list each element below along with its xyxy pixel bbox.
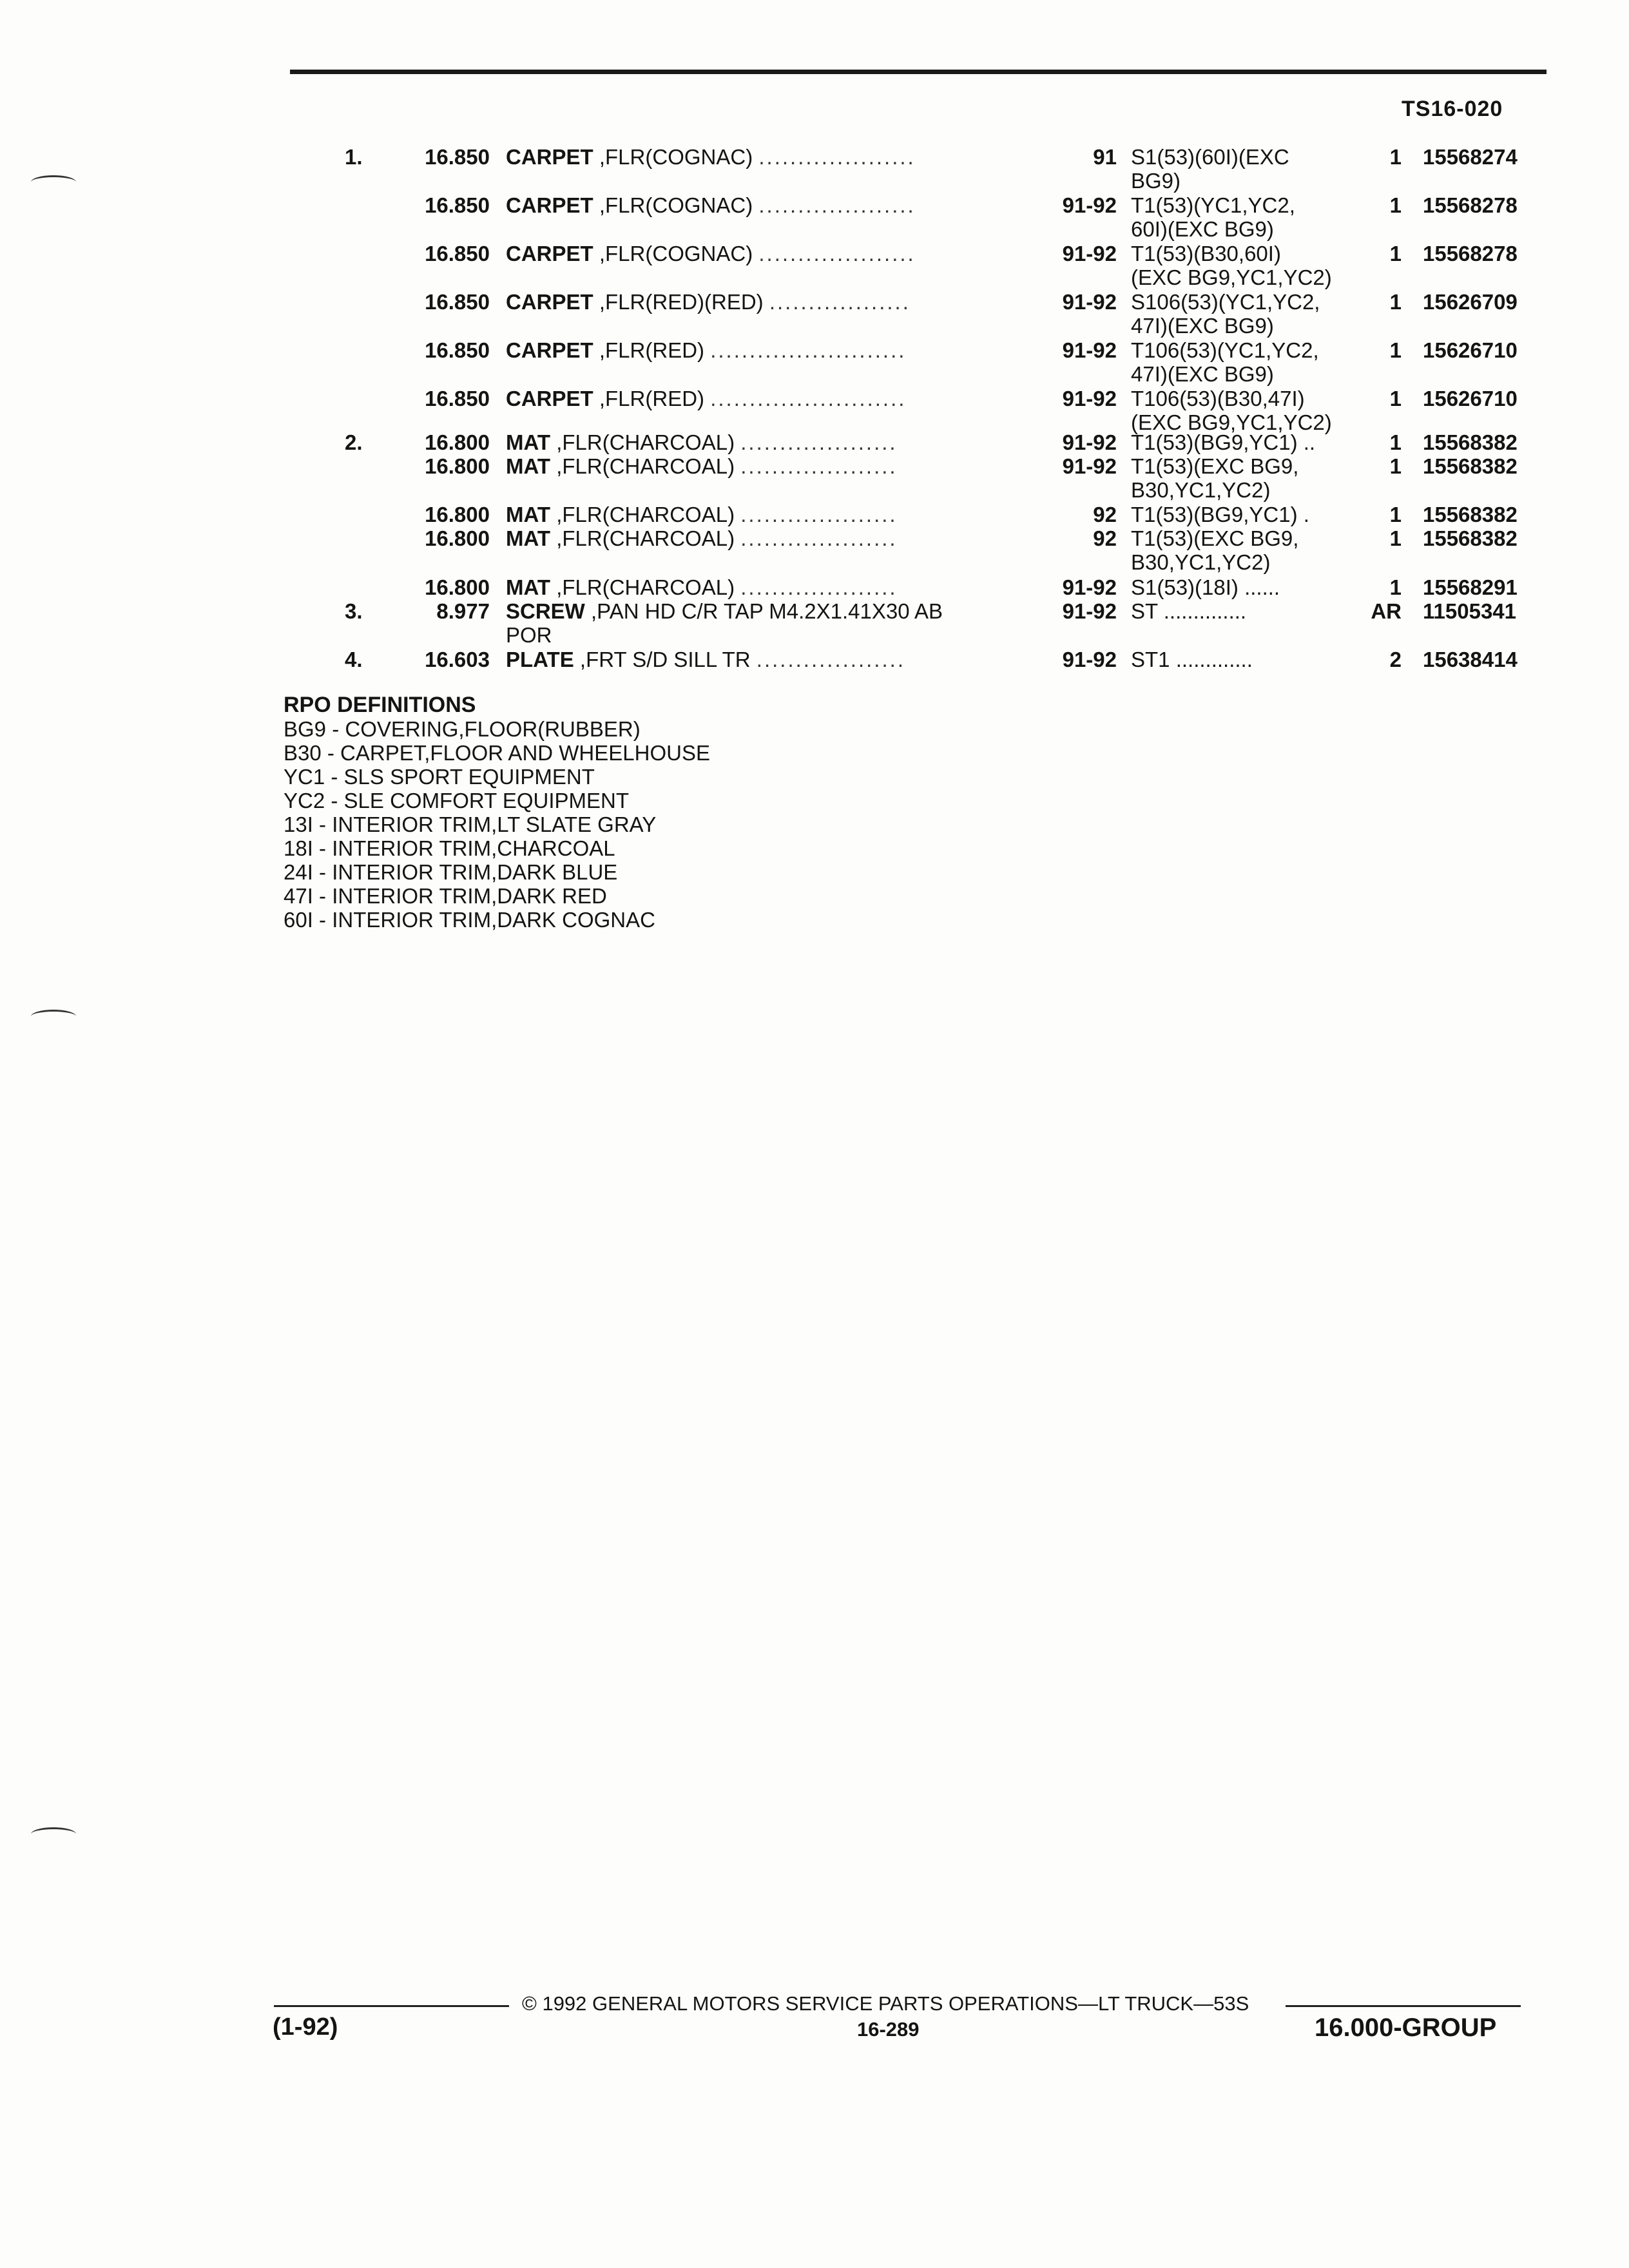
parts-row bbox=[0, 193, 1629, 245]
part-number: 11505341 bbox=[1423, 599, 1517, 623]
part-keyword: SCREW bbox=[506, 599, 585, 623]
usage-code: T1(53)(EXC BG9, B30,YC1,YC2) bbox=[1131, 454, 1299, 502]
part-detail: ,FLR(CHARCOAL) bbox=[550, 454, 735, 478]
part-description bbox=[506, 503, 1028, 526]
reference-number: 16.850 bbox=[425, 290, 490, 314]
parts-row bbox=[0, 338, 1629, 390]
rpo-definition: YC1 - SLS SPORT EQUIPMENT bbox=[284, 765, 595, 789]
part-detail: ,FLR(COGNAC) bbox=[593, 193, 753, 217]
footer-group: 16.000-GROUP bbox=[1315, 2013, 1497, 2042]
part-number: 15568382 bbox=[1423, 430, 1518, 454]
item-number: 3. bbox=[345, 599, 363, 623]
part-description bbox=[506, 575, 1028, 599]
rpo-definition: 13I - INTERIOR TRIM,LT SLATE GRAY bbox=[284, 812, 657, 836]
part-description bbox=[506, 430, 1028, 454]
part-description bbox=[506, 648, 1028, 671]
part-number: 15568278 bbox=[1423, 193, 1518, 217]
part-keyword: CARPET bbox=[506, 242, 593, 265]
quantity: 1 bbox=[1389, 242, 1402, 265]
footer-copyright: © 1992 GENERAL MOTORS SERVICE PARTS OPERATIONS—LT TRUCK—53S bbox=[522, 1992, 1249, 2015]
part-description bbox=[506, 338, 1028, 362]
part-description bbox=[506, 387, 1028, 410]
model-years: 91 bbox=[1093, 145, 1117, 169]
rpo-definition: YC2 - SLE COMFORT EQUIPMENT bbox=[284, 789, 630, 812]
leader-dots: .................. bbox=[769, 290, 911, 314]
footer-page-number: 16-289 bbox=[857, 2018, 920, 2041]
part-number: 15626709 bbox=[1423, 290, 1518, 314]
part-detail: ,FLR(CHARCOAL) bbox=[550, 526, 735, 550]
reference-number: 16.800 bbox=[425, 454, 490, 478]
part-description bbox=[506, 599, 1028, 647]
reference-number: 16.850 bbox=[425, 193, 490, 217]
part-description bbox=[506, 242, 1028, 265]
quantity: 1 bbox=[1389, 430, 1402, 454]
reference-number: 16.850 bbox=[425, 145, 490, 169]
part-detail: ,FLR(CHARCOAL) bbox=[550, 430, 735, 454]
leader-dots: .................... bbox=[740, 575, 898, 599]
model-years: 91-92 bbox=[1062, 430, 1117, 454]
model-years: 92 bbox=[1093, 503, 1117, 526]
reference-number: 16.800 bbox=[425, 503, 490, 526]
part-detail: ,FLR(COGNAC) bbox=[593, 242, 753, 265]
parts-row bbox=[0, 648, 1629, 699]
part-detail: ,FRT S/D SILL TR bbox=[574, 648, 751, 671]
part-keyword: MAT bbox=[506, 503, 551, 526]
parts-row bbox=[0, 454, 1629, 506]
part-keyword: CARPET bbox=[506, 338, 593, 362]
leader-dots: .................... bbox=[740, 430, 898, 454]
usage-code: S106(53)(YC1,YC2, 47I)(EXC BG9) bbox=[1131, 290, 1320, 338]
usage-code: T1(53)(B30,60I) (EXC BG9,YC1,YC2) bbox=[1131, 242, 1332, 289]
model-years: 92 bbox=[1093, 526, 1117, 550]
model-years: 91-92 bbox=[1062, 193, 1117, 217]
parts-row bbox=[0, 526, 1629, 578]
reference-number: 16.850 bbox=[425, 242, 490, 265]
part-number: 15568291 bbox=[1423, 575, 1518, 599]
leader-dots: .................... bbox=[740, 454, 898, 478]
model-years: 91-92 bbox=[1062, 290, 1117, 314]
usage-code: T1(53)(BG9,YC1) .. bbox=[1131, 430, 1316, 454]
model-years: 91-92 bbox=[1062, 575, 1117, 599]
model-years: 91-92 bbox=[1062, 242, 1117, 265]
leader-dots: ................... bbox=[756, 648, 905, 671]
usage-code: S1(53)(18I) ...... bbox=[1131, 575, 1280, 599]
part-detail: ,FLR(COGNAC) bbox=[593, 145, 753, 169]
leader-dots: .................... bbox=[758, 193, 916, 217]
rpo-definition: B30 - CARPET,FLOOR AND WHEELHOUSE bbox=[284, 741, 710, 765]
model-years: 91-92 bbox=[1062, 454, 1117, 478]
quantity: 1 bbox=[1389, 290, 1402, 314]
binder-hole-mark bbox=[31, 1827, 76, 1841]
leader-dots: ......................... bbox=[710, 338, 907, 362]
rpo-definition: 47I - INTERIOR TRIM,DARK RED bbox=[284, 884, 607, 908]
parts-row bbox=[0, 290, 1629, 341]
binder-hole-mark bbox=[31, 175, 76, 189]
item-number: 2. bbox=[345, 430, 363, 454]
model-years: 91-92 bbox=[1062, 599, 1117, 623]
item-number: 1. bbox=[345, 145, 363, 169]
usage-code: T1(53)(YC1,YC2, 60I)(EXC BG9) bbox=[1131, 193, 1295, 241]
part-keyword: PLATE bbox=[506, 648, 574, 671]
quantity: 1 bbox=[1389, 575, 1402, 599]
quantity: 1 bbox=[1389, 454, 1402, 478]
model-years: 91-92 bbox=[1062, 387, 1117, 410]
header-rule bbox=[290, 70, 1547, 74]
rpo-definition: BG9 - COVERING,FLOOR(RUBBER) bbox=[284, 717, 641, 741]
reference-number: 16.603 bbox=[425, 648, 490, 671]
reference-number: 8.977 bbox=[436, 599, 490, 623]
parts-row bbox=[0, 242, 1629, 293]
quantity: 1 bbox=[1389, 193, 1402, 217]
footer-rule-right bbox=[1286, 2005, 1521, 2007]
model-years: 91-92 bbox=[1062, 648, 1117, 671]
reference-number: 16.850 bbox=[425, 387, 490, 410]
part-description bbox=[506, 526, 1028, 550]
binder-hole-mark bbox=[31, 1010, 76, 1023]
part-description bbox=[506, 145, 1028, 169]
model-years: 91-92 bbox=[1062, 338, 1117, 362]
quantity: 1 bbox=[1389, 387, 1402, 410]
part-number: 15626710 bbox=[1423, 387, 1518, 410]
part-keyword: MAT bbox=[506, 454, 551, 478]
leader-dots: .................... bbox=[758, 242, 916, 265]
part-description bbox=[506, 193, 1028, 217]
usage-code: T1(53)(BG9,YC1) . bbox=[1131, 503, 1309, 526]
part-detail: ,PAN HD C/R TAP M4.2X1.41X30 AB POR bbox=[506, 599, 943, 647]
item-number: 4. bbox=[345, 648, 363, 671]
parts-row bbox=[0, 145, 1629, 197]
usage-code: ST .............. bbox=[1131, 599, 1247, 623]
quantity: 1 bbox=[1389, 503, 1402, 526]
part-number: 15568382 bbox=[1423, 526, 1518, 550]
part-keyword: CARPET bbox=[506, 290, 593, 314]
footer-rule-left bbox=[274, 2005, 509, 2007]
usage-code: T1(53)(EXC BG9, B30,YC1,YC2) bbox=[1131, 526, 1299, 574]
part-detail: ,FLR(RED) bbox=[593, 338, 705, 362]
part-keyword: MAT bbox=[506, 526, 551, 550]
part-number: 15568278 bbox=[1423, 242, 1518, 265]
leader-dots: .................... bbox=[740, 526, 898, 550]
reference-number: 16.850 bbox=[425, 338, 490, 362]
leader-dots: ......................... bbox=[710, 387, 907, 410]
quantity: 1 bbox=[1389, 145, 1402, 169]
part-description bbox=[506, 454, 1028, 478]
reference-number: 16.800 bbox=[425, 430, 490, 454]
quantity: 1 bbox=[1389, 526, 1402, 550]
quantity: AR bbox=[1371, 599, 1402, 623]
rpo-definition: 18I - INTERIOR TRIM,CHARCOAL bbox=[284, 836, 615, 860]
part-keyword: MAT bbox=[506, 575, 551, 599]
usage-code: T106(53)(B30,47I) (EXC BG9,YC1,YC2) bbox=[1131, 387, 1332, 434]
part-number: 15568382 bbox=[1423, 503, 1518, 526]
rpo-definition: 60I - INTERIOR TRIM,DARK COGNAC bbox=[284, 908, 655, 932]
part-keyword: CARPET bbox=[506, 387, 593, 410]
reference-number: 16.800 bbox=[425, 526, 490, 550]
part-number: 15626710 bbox=[1423, 338, 1518, 362]
quantity: 1 bbox=[1389, 338, 1402, 362]
part-detail: ,FLR(CHARCOAL) bbox=[550, 575, 735, 599]
rpo-definition: 24I - INTERIOR TRIM,DARK BLUE bbox=[284, 860, 618, 884]
quantity: 2 bbox=[1389, 648, 1402, 671]
part-number: 15568274 bbox=[1423, 145, 1518, 169]
usage-code: S1(53)(60I)(EXC BG9) bbox=[1131, 145, 1289, 193]
part-detail: ,FLR(RED) bbox=[593, 387, 705, 410]
part-detail: ,FLR(RED)(RED) bbox=[593, 290, 764, 314]
leader-dots: .................... bbox=[740, 503, 898, 526]
leader-dots: .................... bbox=[758, 145, 916, 169]
part-description bbox=[506, 290, 1028, 314]
figure-code: TS16-020 bbox=[1402, 97, 1503, 121]
part-keyword: MAT bbox=[506, 430, 551, 454]
usage-code: ST1 ............. bbox=[1131, 648, 1253, 671]
usage-code: T106(53)(YC1,YC2, 47I)(EXC BG9) bbox=[1131, 338, 1319, 386]
part-keyword: CARPET bbox=[506, 145, 593, 169]
part-detail: ,FLR(CHARCOAL) bbox=[550, 503, 735, 526]
reference-number: 16.800 bbox=[425, 575, 490, 599]
part-number: 15568382 bbox=[1423, 454, 1518, 478]
parts-row bbox=[0, 599, 1629, 651]
footer-date-code: (1-92) bbox=[273, 2013, 338, 2041]
part-number: 15638414 bbox=[1423, 648, 1518, 671]
rpo-title: RPO DEFINITIONS bbox=[284, 693, 476, 717]
part-keyword: CARPET bbox=[506, 193, 593, 217]
